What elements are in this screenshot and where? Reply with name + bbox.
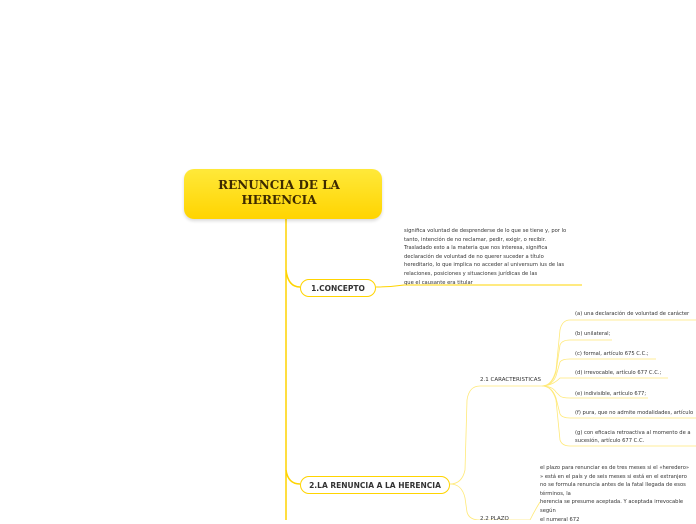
connector-caracteristicas — [450, 386, 542, 484]
connector-renuncia — [286, 470, 300, 484]
concepto-text: significa voluntad de desprenderse de lo que se tiene y, por lo tanto, intención de no reclamar, pedir, exigir, o recibir. Trasladado esto a la materia que nos interesa, significa declaración de voluntad de no querer suceder a título hereditario, lo que implica no acceder al universum ius de las relaciones, posiciones y situaciones jurídicas de las que el causante era titular — [404, 228, 567, 286]
node-caracteristicas[interactable]: 2.1 CARACTERISTICAS — [480, 377, 542, 383]
connector-concepto — [286, 270, 300, 287]
caracteristica-item[interactable]: (c) formal, artículo 675 C.C.; — [575, 351, 649, 357]
node-renuncia[interactable] — [300, 476, 450, 494]
plazo-text: el plazo para renunciar es de tres meses si el «heredero» » está en el país y de seis meses si está en el extranjero no se formula renuncia antes de la fatal llegada de esos términos, la herencia se presume aceptada. Y aceptada irrevocable según el numeral 672 — [540, 465, 690, 523]
node-concepto[interactable] — [300, 279, 376, 297]
caracteristica-item[interactable]: (a) una declaración de voluntad de carácter — [575, 311, 690, 317]
node-renuncia-label: 2.LA RENUNCIA A LA HERENCIA — [309, 480, 441, 490]
node-concepto-label: 1.CONCEPTO — [311, 283, 365, 293]
caracteristica-item[interactable]: (b) unilateral; — [575, 331, 611, 337]
connector-plazo-text — [530, 502, 540, 520]
caracteristica-item[interactable]: (f) pura, que no admite modalidades, artículo — [575, 410, 694, 416]
caracteristica-item[interactable]: sucesión, artículo 677 C.C. — [575, 438, 645, 444]
caracteristica-item[interactable]: (g) con eficacia retroactiva al momento de a — [575, 430, 691, 436]
caracteristica-item[interactable]: (d) irrevocable, artículo 677 C.C.; — [575, 370, 662, 376]
connector-item-d — [542, 378, 668, 386]
root-title: RENUNCIA DE LA HERENCIA — [218, 178, 340, 207]
caracteristica-item[interactable]: (e) indivisible, artículo 677; — [575, 391, 647, 397]
node-plazo[interactable]: 2.2 PLAZO — [480, 516, 509, 522]
